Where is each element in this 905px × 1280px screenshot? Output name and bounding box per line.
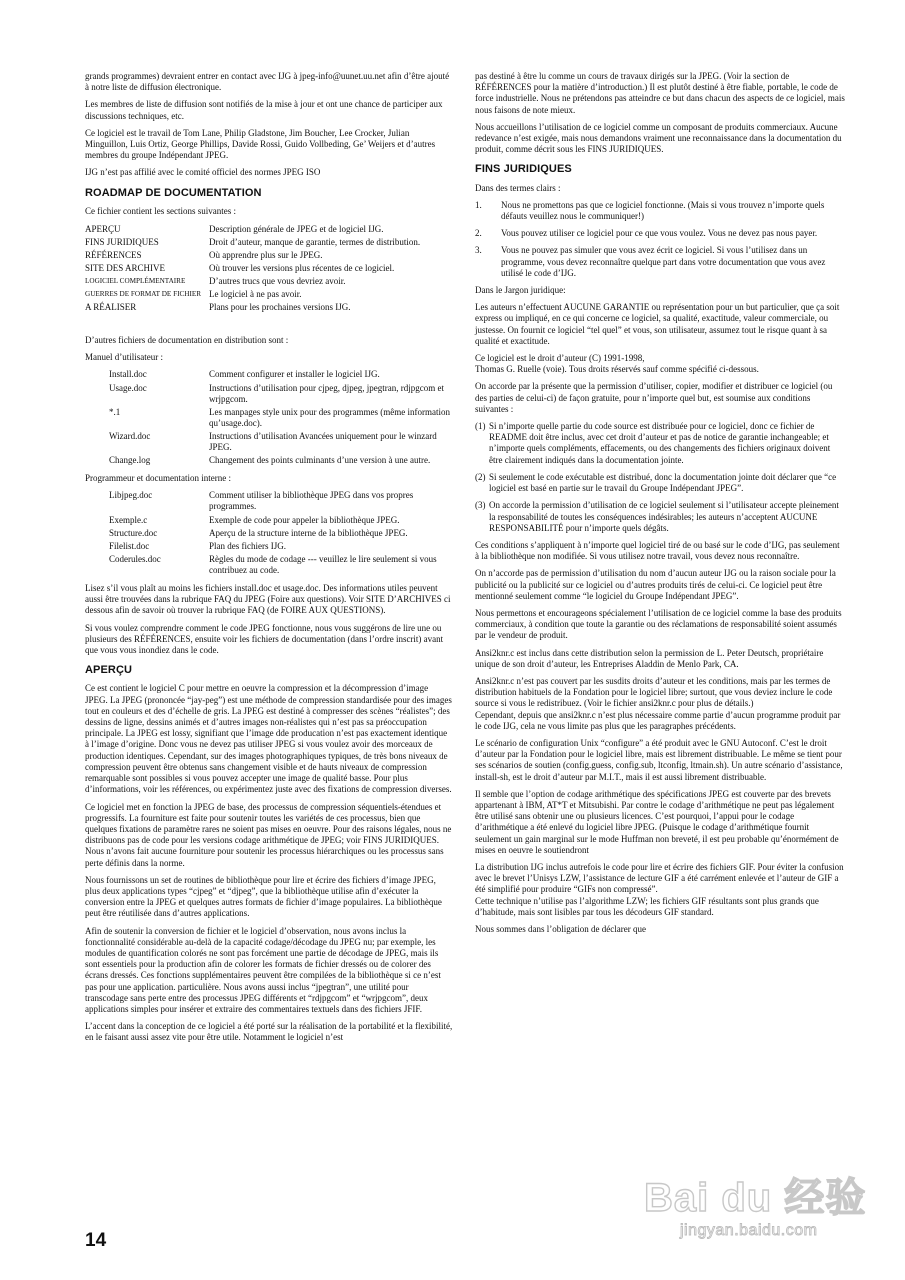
paragraph: Ce fichier contient les sections suivantes :	[85, 205, 236, 216]
heading-roadmap: ROADMAP DE DOCUMENTATION	[85, 186, 262, 199]
user-files-table	[109, 369, 453, 468]
table-row	[109, 455, 453, 468]
copyright-owner: Thomas G. Ruelle (voie). Tous droits réservés sauf comme spécifié ci-dessous.	[475, 364, 759, 375]
list-item	[475, 200, 845, 222]
paragraph: La distribution IJG inclus autrefois le code pour lire et écrire des fichiers GIF. Pour éviter la confusion avec le brevet l’Unisys LZW, l’assistance de lecture GIF a été carrément enlevée et l’auteur de GIF a été simplifié pour produire “GIFs non compressé”.	[475, 861, 844, 895]
watermark-logo: Bai du 经验	[644, 1176, 867, 1220]
file-name: *.1	[109, 406, 121, 417]
section-desc: Le logiciel à ne pas avoir.	[209, 289, 302, 300]
table-row	[109, 369, 453, 382]
table-row	[85, 275, 420, 288]
paragraph: Dans des termes clairs :	[475, 182, 561, 193]
section-desc: Plans pour les prochaines versions IJG.	[209, 302, 351, 313]
paragraph: Lisez s’il vous plaît au moins les fichiers install.doc et usage.doc. Des informations utiles peuvent aussi être trouvées dans la rubrique FAQ du JPEG (Foire aux questions). Voir SITE D’ARCHIVES ci dessous afin de savoir où trouver la rubrique FAQ (de FOIRE AUX QUESTIONS).	[85, 583, 451, 616]
paragraph: Nous sommes dans l’obligation de déclarer que	[475, 924, 646, 934]
paragraph: Il semble que l’option de codage arithmétique des spécifications JPEG est couverte par des brevets appartenant à IBM, AT*T et Mitsubishi. Par contre le codage d’arithmétique ne peut pas légalement être utilisé sans obtenir une ou plusieurs licences. C’est pourquoi, l’appui pour le codage d’arithmétique a été enlevé du logiciel libre JPEG. (Puisque le codage d’arithmétique fournit seulement un gain marginal sur le mode Huffman non breveté, il est peu probable qu’énormément de mises en oeuvre le soutiendront	[475, 788, 839, 855]
section-name: GUERRES DE FORMAT DE FICHIER	[85, 290, 202, 299]
file-desc: Règles du mode de codage --- veuillez le lire seulement si vous contribuez au code.	[209, 553, 437, 575]
list-text: Vous pouvez utiliser ce logiciel pour ce que vous voulez. Vous ne devez pas nous payer.	[501, 228, 818, 239]
section-desc: Où apprendre plus sur le JPEG.	[209, 250, 323, 261]
paragraph: Ce logiciel est le travail de Tom Lane, Philip Gladstone, Jim Boucher, Lee Crocker, Julian Minguillon, Luis Ortiz, George Phillips, Davide Rossi, Guido Vollbeding, Ge’ Weijers et d’autres membres du groupe Indépendant JPEG.	[85, 127, 436, 161]
list-number: 3.	[475, 245, 482, 256]
table-row	[109, 431, 453, 455]
list-item	[475, 245, 845, 279]
paragraph: Ce est contient le logiciel C pour mettre en oeuvre la compression et la décompression d’image JPEG. La JPEG (prononcée “jay-peg”) est une méthode de compression standardisée pour des images tout en couleurs et des d’échelle de gris. La JPEG est destiné à compresser des scènes “réalistes”; des dessins de ligne, dessins animés et d’autres images non-réalistes qui n’est pas sa préoccupation principale. La JPEG est lossy, signifiant que l’image dde producation n’est pas exactement identique à l’image d’origine. Donc vous ne devez pas utiliser JPEG si vous voulez avoir des morceaux de production identiques. Cependant, sur des images photographiques typiques, de très bons niveaux de compression peuvent être obtenus sans changement visible et de hauts niveaux de compression remarquable sont possibles si vous pouvez accepter une image de qualité basse. Pour plus d’informations, voir les références, ou expérimentez juste avec des fixations de compression diverses.	[85, 683, 452, 795]
file-name: Exemple.c	[109, 514, 148, 525]
table-row	[85, 236, 420, 249]
section-desc: D’autres trucs que vous devriez avoir.	[209, 276, 346, 287]
heading-apercu: APERÇU	[85, 664, 133, 677]
list-number: (1)	[475, 421, 486, 432]
section-name: FINS JURIDIQUES	[85, 237, 159, 248]
table-row	[109, 554, 453, 578]
paragraph: On accorde par la présente que la permission d’utiliser, copier, modifier et distribuer ce logiciel (ou des parties de celui-ci) de façon gratuite, pour n’importe quel but, est soumise aux conditions suivantes :	[475, 381, 833, 414]
paragraph: Nous permettons et encourageons spécialement l’utilisation de ce logiciel comme la base des produits commerciaux, à condition que toute la garantie ou des réclamations de responsabilité soient assumés par le vendeur de produit.	[475, 607, 842, 641]
table-row	[109, 515, 453, 528]
list-text: Nous ne promettons pas que ce logiciel fonctionne. (Mais si vous trouvez n’importe quels défauts veuillez nous le communiquer!)	[501, 199, 825, 222]
paragraph: On n’accorde pas de permission d’utilisation du nom d’aucun auteur IJG ou la raison sociale pour la publicité ou la publicité sur ce logiciel ou d’autres produits tirés de celui-ci. Ce logiciel peut être mentionné seulement comme “le logiciel du Groupe Indépendant JPEG”.	[475, 568, 836, 601]
list-number: 1.	[475, 199, 482, 210]
table-row	[109, 383, 453, 407]
table-row	[85, 262, 420, 275]
paragraph: Dans le Jargon juridique:	[475, 285, 566, 296]
paragraph: Cependant, depuis que ansi2knr.c n’est plus nécessaire comme partie d’aucun programme produit par le code IJG, cela ne vous limite pas plus que les paragraphes précédents.	[475, 709, 841, 731]
file-desc: Changement des points culminants d’une version à une autre.	[209, 455, 431, 466]
file-desc: Instructions d’utilisation pour cjpeg, djpeg, jpegtran, rdjpgcom et wrjpgcom.	[209, 382, 444, 404]
file-desc: Plan des fichiers IJG.	[209, 540, 286, 551]
paragraph: Ansi2knr.c est inclus dans cette distribution selon la permission de L. Peter Deutsch, propriétaire unique de son droit d’auteur, les Entreprises Aladdin de Menlo Park, CA.	[475, 647, 824, 669]
list-item	[475, 472, 845, 494]
file-name: Structure.doc	[109, 527, 158, 538]
table-row	[109, 490, 453, 514]
table-row	[109, 528, 453, 541]
paragraph	[475, 353, 845, 375]
section-name: SITE DES ARCHIVE	[85, 263, 166, 274]
page-number: 14	[85, 1230, 107, 1251]
file-desc: Les manpages style unix pour des programmes (même information qu’usage.doc).	[209, 406, 450, 428]
file-desc: Comment configurer et installer le logiciel IJG.	[209, 369, 380, 380]
section-name: A RÉALISER	[85, 302, 137, 313]
table-row	[109, 541, 453, 554]
paragraph: Nous fournissons un set de routines de bibliothèque pour lire et écrire des fichiers d’image JPEG, plus deux applications types “cjpeg” et “djpeg”, que la bibliothèque utilise afin d’exécuter la conversion entre la JPEG et quelques autres formats de fichier d’image populaires. La bibliothèque peut être réutilisée dans d’autres applications.	[85, 874, 442, 919]
file-desc: Comment utiliser la bibliothèque JPEG dans vos propres programmes.	[209, 490, 414, 512]
sections-table	[85, 223, 420, 314]
left-column	[85, 71, 453, 1050]
section-desc: Droit d’auteur, manque de garantie, termes de distribution.	[209, 237, 421, 248]
section-name: RÉFÉRENCES	[85, 250, 142, 261]
watermark-url: jingyan.baidu.com	[680, 1222, 818, 1239]
file-name: Usage.doc	[109, 382, 147, 393]
table-row	[85, 288, 420, 301]
paragraph: Si vous voulez comprendre comment le code JPEG fonctionne, nous vous suggérons de lire une ou plusieurs des RÉFÉRENCES, ensuite voir les fichiers de documentation (dans l’ordre inscrit) avant que vous vous inondiez dans le code.	[85, 622, 444, 656]
file-desc: Exemple de code pour appeler la bibliothèque JPEG.	[209, 514, 400, 525]
paragraph: grands programmes) devraient entrer en contact avec IJG à jpeg-info@uunet.uu.net afin d’être ajouté à notre liste de diffusion électronique.	[85, 71, 450, 93]
paragraph: Le scénario de configuration Unix “configure” a été produit avec le GNU Autoconf. C’est le droit d’auteur par la Fondation pour le logiciel libre, mais est librement distribuable. Le même se tient pour ses scénarios de soutien (config.guess, config.sub, ltconfig, ltmain.sh). Un autre scénario d’assistance, install-sh, est le droit d’auteur par M.I.T., mais il est aussi librement distribuable.	[475, 737, 843, 782]
list-text: Si seulement le code exécutable est distribué, donc la documentation jointe doit déclarer que “ce logiciel est basé en partie sur le travail du Groupe Indépendant JPEG”.	[489, 471, 837, 494]
paragraph: Ces conditions s’appliquent à n’importe quel logiciel tiré de ou basé sur le code d’IJG, pas seulement à la bibliothèque non modifiée. Si vous utilisez notre travail, vous devez nous reconnaître.	[475, 539, 840, 562]
paragraph: Nous accueillons l’utilisation de ce logiciel comme un composant de produits commerciaux. Aucune redevance n’est exigée, mais nous demandons vraiment une reconnaissance dans la documentation du produit, comme décrit sous les FINS JURIDIQUES.	[475, 121, 842, 155]
table-row	[85, 249, 420, 262]
file-name: Wizard.doc	[109, 430, 151, 441]
baidu-watermark	[640, 1166, 880, 1266]
table-row	[85, 223, 420, 236]
paragraph: D’autres fichiers de documentation en distribution sont :	[85, 335, 289, 346]
file-name: Install.doc	[109, 369, 147, 380]
paragraph: Les membres de liste de diffusion sont notifiés de la mise à jour et ont une chance de participer aux discussions techniques, etc.	[85, 99, 443, 121]
section-desc: Où trouver les versions plus récentes de ce logiciel.	[209, 263, 395, 274]
section-desc: Description générale de JPEG et de logiciel IJG.	[209, 224, 384, 235]
file-name: Filelist.doc	[109, 540, 150, 551]
right-column	[475, 71, 845, 941]
paragraph: Les auteurs n’effectuent AUCUNE GARANTIE ou représentation pour un but particulier, que ça soit express ou impliqué, en ce qui concerne ce logiciel, sa qualité, exactitude, valeur commerciale, ou justesse. On fournit ce logiciel “tel quel” et vous, son utilisateur, assumez tout le risque quant à sa qualité et exactitude.	[475, 302, 840, 346]
file-name: Change.log	[109, 455, 151, 466]
list-text: Si n’importe quelle partie du code source est distribuée pour ce logiciel, donc ce fichier de README doit être inclus, avec cet droit d’auteur et pas de notice de garantie inchangeable; et n’importe quels compléments, effacements, ou des changements des fichiers originaux doivent être clairement indiqués dans la documentation jointe.	[489, 421, 831, 465]
programmer-files-table	[109, 490, 453, 578]
list-text: Vous ne pouvez pas simuler que vous avez écrit ce logiciel. Si vous l’utilisez dans un programme, vous devez reconnaître quelque part dans votre documentation que vous avez utilisé le code d’IJG.	[501, 245, 826, 278]
file-desc: Instructions d’utilisation Avancées uniquement pour le winzard JPEG.	[209, 430, 437, 452]
paragraph: Ansi2knr.c n’est pas couvert par les susdits droits d’auteur et les conditions, mais par les termes de distribution habituels de la Fondation pour le logiciel libre; surtout, que vous deviez inclure le code source si vous le redistribuez. (Voir le fichier ansi2knr.c pour plus de détails.)	[475, 675, 833, 709]
list-number: (3)	[475, 500, 486, 511]
list-item	[475, 500, 845, 534]
list-text: On accorde la permission d’utilisation de ce logiciel seulement si l’utilisateur accepte pleinement la responsabilité de toutes les conséquences indésirables; les auteurs n’acceptent AUCUNE RESPONSABILITÉ pour n’importe quels dégâts.	[489, 500, 839, 533]
section-name: LOGICIEL COMPLÉMENTAIRE	[85, 277, 186, 286]
table-row	[109, 407, 453, 431]
list-number: 2.	[475, 228, 482, 239]
file-name: Libjpeg.doc	[109, 490, 153, 501]
paragraph: Afin de soutenir la conversion de fichier et le logiciel d’observation, nous avons inclus la fonctionnalité considérable au-delà de la capacité codage/décodage du JPEG nu; par exemple, les modules de quantification colorés ne sont pas forcément une partie de décodage de JPEG, mais ils sont essentiels pour la production afin de colorer les formats de fichier dressés ou de colorer des écrans dressés. Ces fonctions supplémentaires peuvent être compilées de la bibliothèque si ce n’est pas pour une application. particulière. Nous avons aussi inclus “jpegtran”, une utilité pour transcodage sans perte entre des processus JPEG différents et “rdjpgcom” et “wrjpgcom”, deux applications simples pour insérer et extraire des commentaires textuels dans des fichiers JFIF.	[85, 925, 441, 1014]
list-item	[475, 421, 845, 466]
paragraph: Cette technique n’utilise pas l’algorithme LZW; les fichiers GIF résultants sont plus grands que d’habitude, mais sont lisibles par tous les décodeurs GIF standard.	[475, 895, 819, 917]
file-desc: Aperçu de la structure interne de la bibliothèque JPEG.	[209, 527, 408, 538]
list-item	[475, 228, 845, 239]
heading-fins-juridiques: FINS JURIDIQUES	[475, 163, 572, 176]
paragraph: Manuel d’utilisateur :	[85, 352, 163, 363]
paragraph: Ce logiciel met en fonction la JPEG de base, des processus de compression séquentiels-étendues et progressifs. La fourniture est faite pour soutenir toutes les variétés de ces processus, bien que quelques fixations de paramètre rares ne soient pas mises en oeuvre. Pour des raisons légales, nous ne distribuons pas de code pour les versions codage arithmétique de JPEG; voir FINS JURIDIQUES. Nous n’avons fait aucune fourniture pour soutenir les processus hiérarchiques ou les processus sans perte définis dans la norme.	[85, 801, 452, 868]
paragraph: IJG n’est pas affilié avec le comité officiel des normes JPEG ISO	[85, 167, 321, 178]
copyright-line: Ce logiciel est le droit d’auteur (C) 1991-1998,	[475, 353, 645, 364]
section-name: APERÇU	[85, 224, 121, 235]
table-row	[85, 301, 420, 314]
paragraph: L’accent dans la conception de ce logiciel a été porté sur la réalisation de la portabilité et la flexibilité, en le faisant aussi assez vite pour être utile. Notamment le logiciel n’est	[85, 1021, 453, 1043]
paragraph: Programmeur et documentation interne :	[85, 473, 231, 484]
list-number: (2)	[475, 471, 486, 482]
paragraph: pas destiné à être lu comme un cours de travaux dirigés sur la JPEG. (Voir la section de RÉFÉRENCES pour la matière d’introduction.) Il est plutôt destiné à être fiable, portable, le code de force industrielle. Nous ne prétendons pas atteindre ce but dans chacun des aspects de ce logiciel, mais nous faisons de note mieux.	[475, 71, 845, 115]
file-name: Coderules.doc	[109, 553, 161, 564]
